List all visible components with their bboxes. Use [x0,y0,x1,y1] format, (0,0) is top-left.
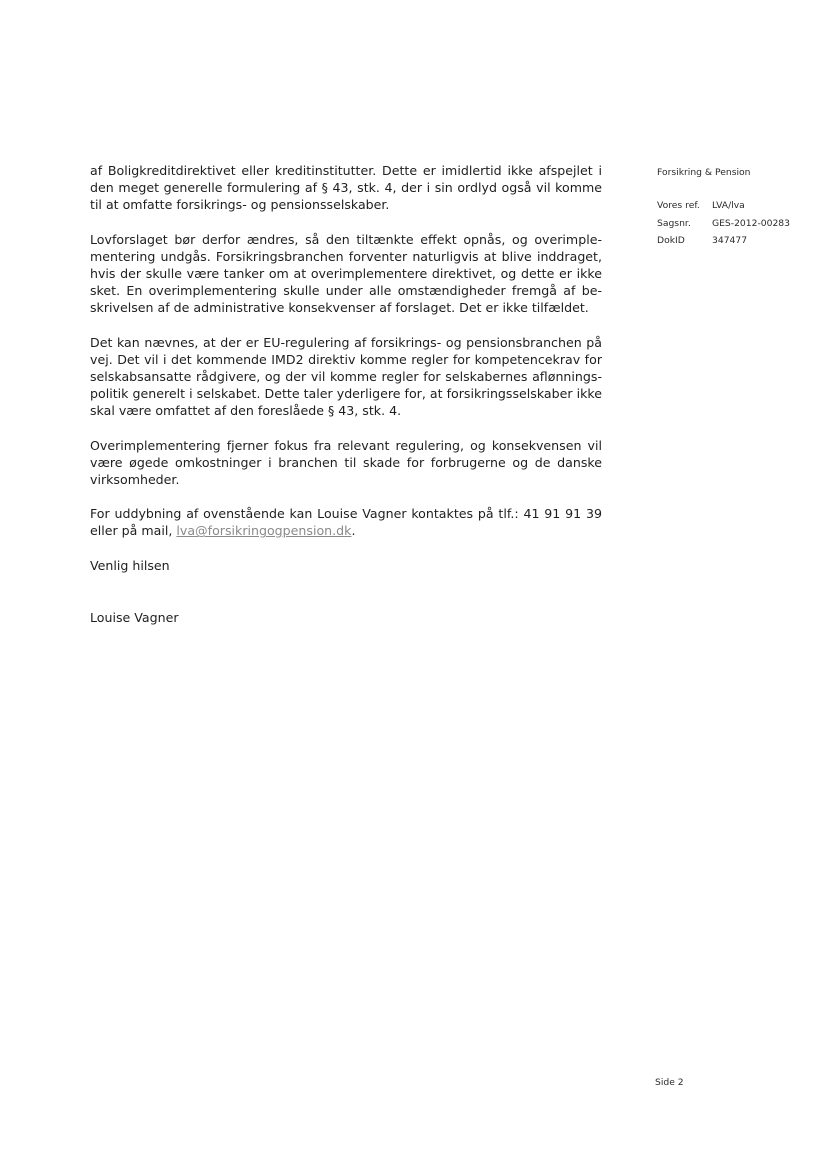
reference-table [657,200,790,253]
reference-label: Vores ref. [657,200,700,211]
paragraph-3: Det kan nævnes, at der er EU-regulering af forsikrings- og pensionsbranchen på vej. Det vil i det kommende IMD2 direktiv komme regler for kompetencekrav for selskabsansatte rådgivere, og der vil komme regler for selskabernes aflønnings-politik generelt i selskabet. Dette taler yderligere for, at forsikringsselskaber ikke skal være omfattet af den foreslåede § 43, stk. 4. [90,334,602,419]
signature-name: Louise Vagner [90,609,179,625]
org-name: Forsikring & Pension [657,167,751,178]
paragraph-4: Overimplementering fjerner fokus fra relevant regulering, og konsekvensen vil være øgede omkostninger i branchen til skade for forbrugerne og de danske virksomheder. [90,437,602,488]
contact-end: . [351,523,356,539]
contact-paragraph [90,505,602,539]
case-number-row [657,218,790,236]
page-number: Side 2 [655,1077,684,1088]
doc-id-row [657,235,790,253]
email-link[interactable]: lva@forsikringogpension.dk [176,523,352,539]
doc-id-label: DokID [657,235,685,246]
paragraph-2: Lovforslaget bør derfor ændres, så den tiltænkte effekt opnås, og overimple-mentering undgås. Forsikringsbranchen forventer naturligvis at blive inddraget, hvis der skulle være tanker om at overimplementere direktivet, og dette er ikke sket. En overimplementering skulle under alle omstændigheder fremgå af be-skrivelsen af de administrative konsekvenser af forslaget. Det er ikke tilfældet. [90,231,602,316]
reference-value: LVA/lva [712,200,745,211]
case-number-value: GES-2012-00283 [712,217,790,229]
contact-text: For uddybning af ovenstående kan Louise Vagner kontaktes på tlf.: 41 91 91 39 eller på mail, [90,506,602,539]
doc-id-value: 347477 [712,235,748,246]
reference-row [657,200,790,218]
letter-body [90,162,602,643]
case-number-label: Sagsnr. [657,217,691,229]
paragraph-1: af Boligkreditdirektivet eller kreditinstitutter. Dette er imidlertid ikke afspejlet i den meget generelle formulering af § 43, stk. 4, der i sin ordlyd også vil komme til at omfatte forsikrings- og pensionsselskaber. [90,163,602,213]
closing-greeting: Venlig hilsen [90,557,170,573]
letter-sidebar [657,167,790,253]
